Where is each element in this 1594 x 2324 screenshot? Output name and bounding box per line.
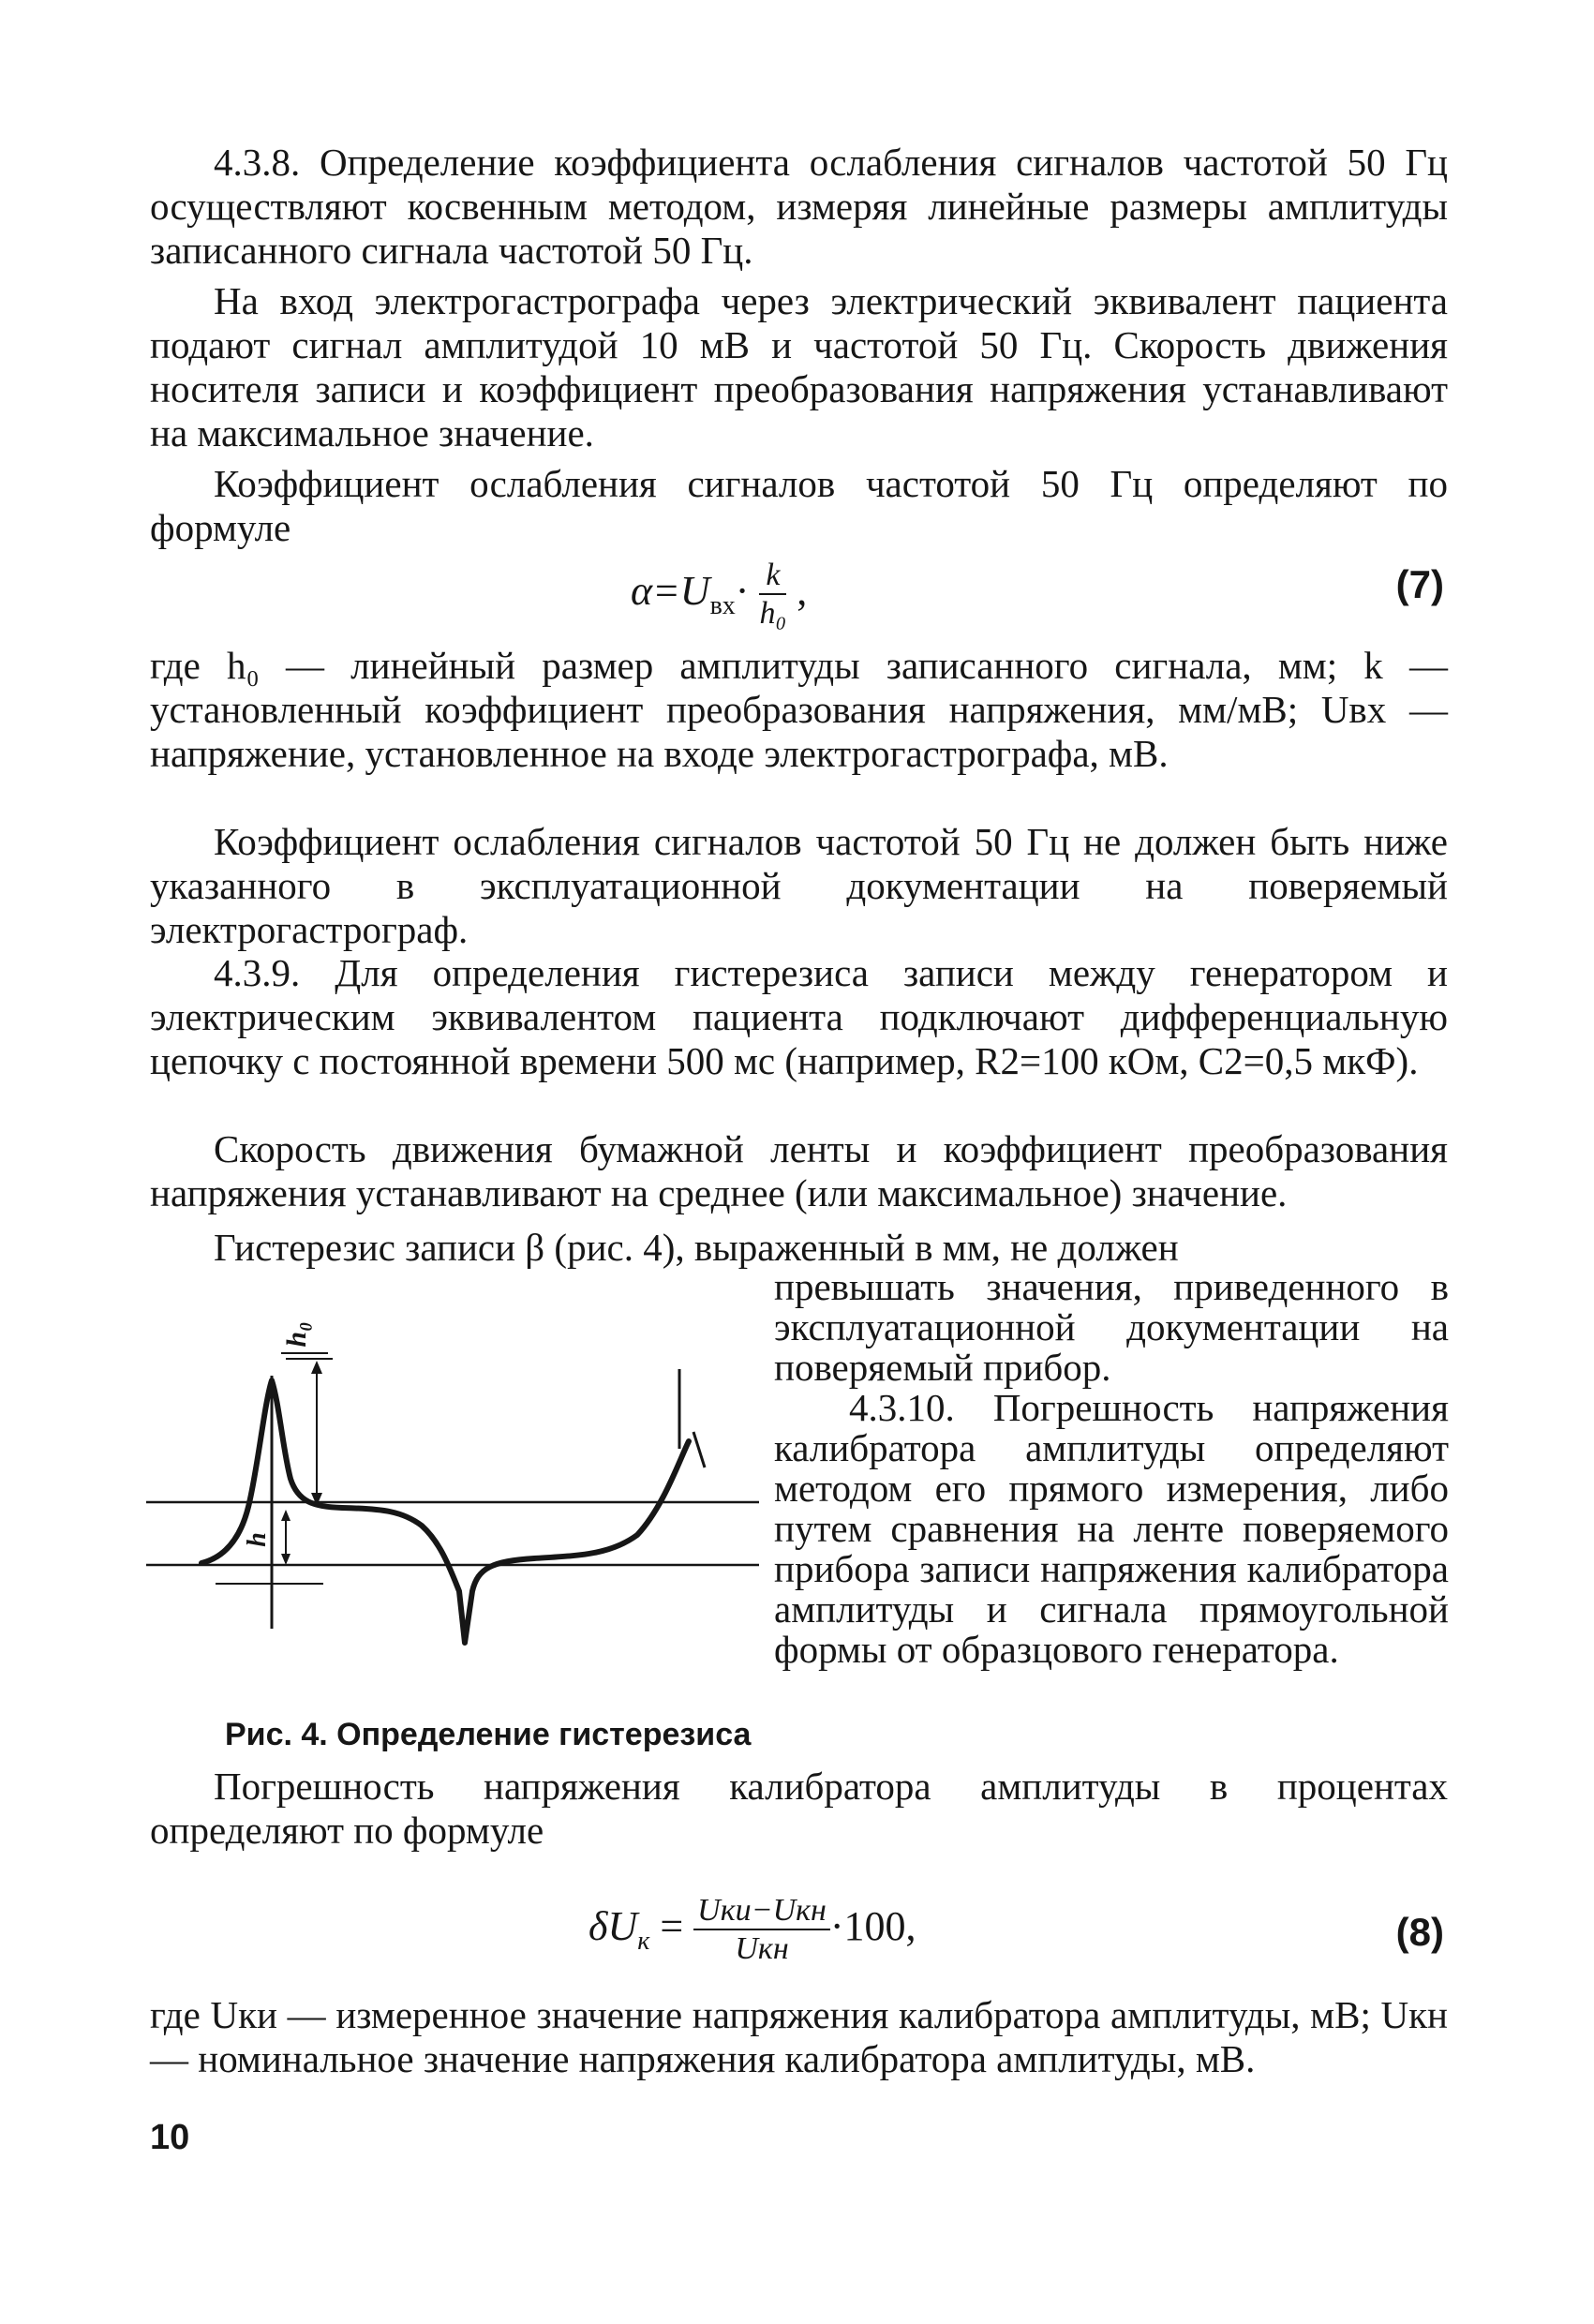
formula-7-numerator: k bbox=[759, 558, 786, 595]
paragraph-hysteresis-start: Гистерезис записи β (рис. 4), выраженный в мм, не должен bbox=[214, 1226, 1179, 1269]
paragraph-where-8: где Uки — измеренное значение напряжения калибратора амплитуды, мВ; Uкн — номинальное значение напряжения калибратора амплитуды, мВ. bbox=[150, 1993, 1448, 2080]
paragraph-4-3-9: 4.3.9. Для определения гистерезиса записи между генератором и электрическим эквивалентом пациента подключают дифференциальную цепочку с постоянной времени 500 мс (например, R2=100 кОм, C2=0,5 мкФ). bbox=[150, 951, 1448, 1082]
formula-7-fraction bbox=[759, 558, 786, 633]
formula-7-dot: · bbox=[735, 568, 750, 615]
formula-8-lhs: δU bbox=[588, 1903, 638, 1950]
hysteresis-figure bbox=[141, 1310, 773, 1704]
right-column-text-4-3-10: 4.3.10. Погрешность напряжения калибратора амплитуды определяют методом его прямого измерения, либо путем сравнения на ленте поверяемого прибора записи напряжения калибратора амплитуды и сигнала прямоугольной формы от образцового генератора. bbox=[774, 1386, 1449, 1671]
paragraph-calibrator-error: Погрешность напряжения калибратора амплитуды в процентах определяют по формуле bbox=[150, 1765, 1448, 1852]
formula-8 bbox=[588, 1893, 916, 1968]
label-h0: h₀ bbox=[281, 1321, 312, 1348]
equation-number-8: (8) bbox=[1395, 1910, 1444, 1954]
equation-number-7: (7) bbox=[1395, 562, 1444, 606]
paragraph-formula-intro: Коэффициент ослабления сигналов частотой 50 Гц определяют по формуле bbox=[150, 462, 1448, 549]
formula-7-tail: , bbox=[786, 568, 808, 615]
formula-8-fraction bbox=[693, 1893, 830, 1968]
formula-7-denominator: h₀ bbox=[759, 596, 787, 631]
formula-7-sub: вх bbox=[709, 590, 736, 620]
formula-7-lhs: α=U bbox=[631, 568, 710, 615]
paragraph-tape-speed: Скорость движения бумажной ленты и коэффициент преобразования напряжения устанавливают на среднее (или максимальное) значение. bbox=[150, 1127, 1448, 1214]
formula-8-tail: ·100, bbox=[829, 1903, 916, 1950]
formula-8-lhs-sub: к bbox=[637, 1926, 650, 1956]
formula-8-numerator: Uки−Uкн bbox=[693, 1893, 830, 1930]
formula-8-eq: = bbox=[649, 1903, 684, 1950]
figure-caption: Рис. 4. Определение гистерезиса bbox=[225, 1717, 752, 1752]
paragraph-input-signal: На вход электрогастрографа через электрический эквивалент пациента подают сигнал амплитудой 10 мВ и частотой 50 Гц. Скорость движения носителя записи и коэффициент преобразования напряжения устанавливают на максимальное значение. bbox=[150, 279, 1448, 454]
paragraph-attenuation-limit: Коэффициент ослабления сигналов частотой 50 Гц не должен быть ниже указанного в эксплуатационной документации на поверяемый электрогастрограф. bbox=[150, 820, 1448, 951]
paragraph-4-3-8: 4.3.8. Определение коэффициента ослабления сигналов частотой 50 Гц осуществляют косвенным методом, измеряя линейные размеры амплитуды записанного сигнала частотой 50 Гц. bbox=[150, 141, 1448, 272]
paragraph-where-7: где h₀ — линейный размер амплитуды записанного сигнала, мм; k — установленный коэффициент преобразования напряжения, мм/мВ; Uвх — напряжение, установленное на входе электрогастрографа, мВ. bbox=[150, 644, 1448, 775]
formula-7 bbox=[631, 558, 807, 633]
label-h: h bbox=[243, 1532, 272, 1547]
page-number: 10 bbox=[150, 2118, 190, 2157]
formula-8-denominator: Uкн bbox=[735, 1931, 789, 1966]
right-column-text-1: превышать значения, приведенного в эксплуатационной документации на поверяемый прибор. bbox=[774, 1265, 1449, 1389]
